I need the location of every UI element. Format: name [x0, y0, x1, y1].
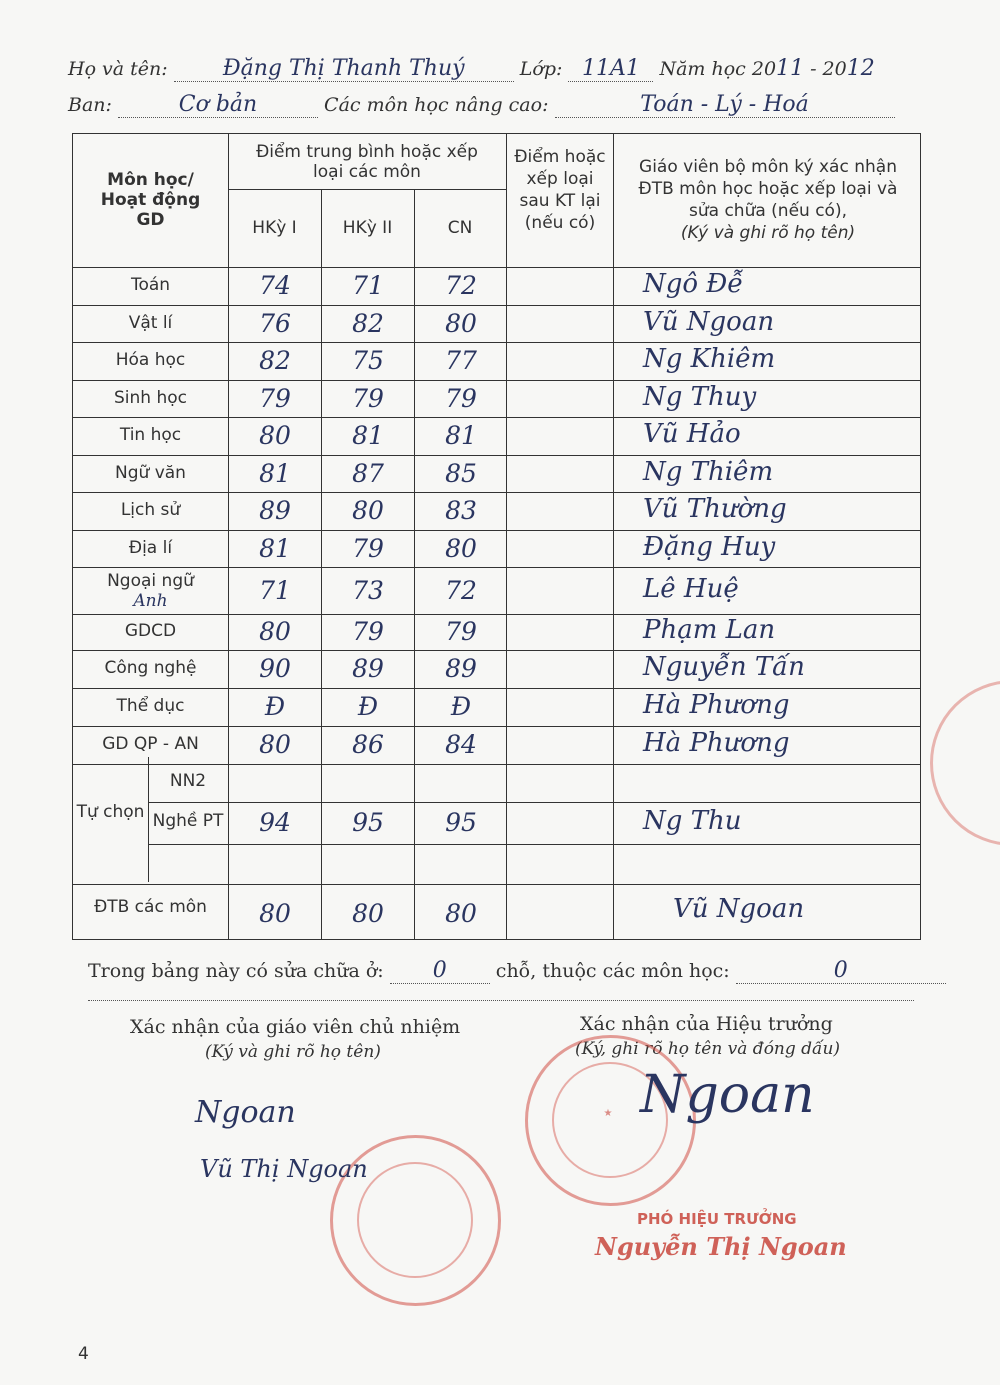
- subject-5: Ngữ văn: [115, 462, 186, 483]
- row-divider: [73, 650, 920, 651]
- year-end: 12: [846, 56, 875, 81]
- row-divider: [73, 688, 920, 689]
- name-label: Họ và tên:: [68, 58, 168, 80]
- avg-score-cn: 80: [445, 899, 477, 928]
- student-name: Đặng Thị Thanh Thuý: [222, 56, 465, 81]
- header-teacher: Giáo viên bộ môn ký xác nhận ĐTB môn học hoặc xếp loại và sửa chữa (nếu có),: [638, 157, 898, 221]
- year-start: 11: [776, 56, 805, 81]
- homeroom-signature: Ngoan: [195, 1095, 296, 1130]
- score-cn-4: 81: [445, 421, 477, 450]
- score-cn-6: 83: [445, 496, 477, 525]
- principal-position: PHÓ HIỆU TRƯỞNG: [637, 1210, 797, 1228]
- avg-score-hk1: 80: [259, 899, 291, 928]
- score-hk1-8: 71: [259, 575, 291, 605]
- row-divider: [148, 844, 920, 845]
- row-divider: [73, 305, 920, 306]
- teacher-sig-4: Vũ Hảo: [643, 419, 741, 449]
- subject-4: Tin học: [119, 425, 182, 445]
- score-hk1-10: 90: [259, 654, 291, 683]
- row-divider: [73, 567, 920, 568]
- principal-name: Nguyễn Thị Ngoan: [595, 1232, 847, 1261]
- avg-score-hk2: 80: [352, 899, 384, 928]
- score-hk2-4: 81: [352, 421, 384, 450]
- teacher-sig-6: Vũ Thường: [643, 494, 787, 524]
- score-hk1-5: 81: [259, 458, 291, 488]
- subject-7: Địa lí: [128, 537, 173, 558]
- score-hk1-9: 80: [259, 617, 291, 646]
- score-cn-7: 80: [445, 533, 477, 563]
- row-divider: [73, 726, 920, 727]
- grade-table: [72, 133, 921, 940]
- homeroom-name: Vũ Thị Ngoan: [200, 1155, 368, 1183]
- teacher-sig-12: Hà Phương: [643, 727, 790, 758]
- header-retest: Điểm hoặc xếp loại sau KT lại (nếu có): [514, 147, 606, 233]
- principal-signature: Ngoan: [640, 1065, 815, 1125]
- score-cn-5: 85: [445, 458, 477, 488]
- teacher-sig-5: Ng Thiêm: [643, 456, 774, 487]
- score-hk2-7: 79: [352, 533, 384, 563]
- score-cn-9: 79: [445, 617, 477, 646]
- score-hk1-11: Đ: [264, 692, 286, 721]
- subject-9: GDCD: [124, 621, 177, 641]
- teacher-sig-1: Vũ Ngoan: [643, 306, 775, 337]
- teacher-sig-10: Nguyễn Tấn: [643, 652, 805, 682]
- score-hk2-6: 80: [352, 496, 384, 525]
- header-hk2: HKỳ II: [342, 218, 393, 238]
- elective-teacher-1: Ng Thu: [643, 806, 742, 836]
- principal-title: Xác nhận của Hiệu trưởng: [580, 1013, 833, 1035]
- elective-score-hk1-1: 94: [259, 808, 291, 837]
- ban-value: Cơ bản: [178, 92, 258, 117]
- edge-stamp: [930, 680, 1000, 846]
- elective-score-cn-1: 95: [445, 808, 477, 837]
- score-hk1-0: 74: [259, 271, 291, 300]
- subject-2: Hóa học: [115, 350, 186, 370]
- homeroom-note: (Ký và ghi rõ họ tên): [205, 1042, 381, 1062]
- score-hk2-12: 86: [352, 729, 384, 759]
- subject-8: Ngoại ngữ: [107, 571, 194, 591]
- teacher-sig-2: Ng Khiêm: [643, 344, 776, 374]
- score-cn-8: 72: [445, 575, 477, 605]
- row-divider: [148, 802, 920, 803]
- school-stamp: ★: [525, 1035, 696, 1206]
- elective-subject-1: Nghề PT: [152, 811, 224, 831]
- score-hk1-3: 79: [259, 383, 291, 413]
- homeroom-title: Xác nhận của giáo viên chủ nhiệm: [130, 1016, 461, 1038]
- subject-12: GD QP - AN: [102, 733, 199, 754]
- row-divider: [73, 614, 920, 615]
- row-divider: [73, 764, 920, 765]
- year-sep: - 20: [810, 58, 847, 80]
- dotted-divider: [88, 1000, 914, 1001]
- row-divider: [73, 342, 920, 343]
- score-hk1-2: 82: [259, 346, 291, 375]
- advanced-value: Toán - Lý - Hoá: [640, 92, 809, 117]
- score-hk2-3: 79: [352, 383, 384, 413]
- score-hk1-7: 81: [259, 533, 291, 563]
- subject-note-8: Anh: [133, 591, 168, 611]
- score-hk2-10: 89: [352, 654, 384, 683]
- score-hk2-0: 71: [352, 271, 384, 300]
- corrections-label: Trong bảng này có sửa chữa ở:: [88, 960, 384, 982]
- teacher-sig-0: Ngô Đễ: [643, 269, 744, 299]
- avg-teacher: Vũ Ngoan: [673, 894, 805, 924]
- score-hk1-4: 80: [259, 421, 291, 450]
- class-label: Lớp:: [519, 58, 563, 80]
- subject-1: Vật lí: [128, 312, 173, 333]
- score-cn-3: 79: [445, 383, 477, 413]
- row-divider: [73, 380, 920, 381]
- score-hk2-1: 82: [352, 308, 384, 338]
- score-hk2-8: 73: [352, 575, 384, 605]
- teacher-sig-9: Phạm Lan: [643, 615, 776, 645]
- score-cn-2: 77: [445, 346, 477, 375]
- score-cn-11: Đ: [450, 692, 472, 721]
- elective-subject-0: NN2: [169, 771, 207, 791]
- score-cn-10: 89: [445, 654, 477, 683]
- ban-line: [68, 92, 895, 118]
- teacher-sig-7: Đặng Huy: [643, 531, 776, 562]
- row-divider: [73, 417, 920, 418]
- score-hk2-9: 79: [352, 617, 384, 646]
- score-cn-1: 80: [445, 308, 477, 338]
- header-teacher-note: (Ký và ghi rõ họ tên): [680, 223, 856, 243]
- header-cn: CN: [447, 218, 473, 238]
- corrections-subjects: 0: [833, 958, 848, 983]
- subject-3: Sinh học: [114, 387, 187, 408]
- score-hk2-11: Đ: [357, 692, 379, 721]
- elective-score-hk2-1: 95: [352, 808, 384, 837]
- ban-label: Ban:: [68, 94, 112, 116]
- score-cn-0: 72: [445, 271, 477, 300]
- score-hk1-1: 76: [259, 308, 291, 338]
- class-value: 11A1: [581, 56, 640, 81]
- corrections-line: [88, 958, 946, 984]
- teacher-sig-11: Hà Phương: [643, 690, 790, 720]
- teacher-sig-8: Lê Huệ: [643, 573, 739, 604]
- corrections-mid: chỗ, thuộc các môn học:: [495, 960, 730, 982]
- subject-0: Toán: [130, 275, 171, 295]
- subject-11: Thể dục: [116, 696, 185, 716]
- header-subject: Môn học/ Hoạt động GD: [100, 170, 201, 230]
- score-cn-12: 84: [445, 729, 477, 759]
- year-label: Năm học 20: [659, 58, 777, 80]
- score-hk1-12: 80: [259, 729, 291, 759]
- header-scores: Điểm trung bình hoặc xếp loại các môn: [256, 142, 478, 182]
- subject-6: Lịch sử: [120, 500, 181, 520]
- row-divider: [73, 492, 920, 493]
- score-hk2-5: 87: [352, 458, 384, 488]
- advanced-label: Các môn học nâng cao:: [324, 94, 549, 116]
- score-hk1-6: 89: [259, 496, 291, 525]
- elective-label: Tự chọn: [76, 802, 145, 822]
- row-divider: [73, 884, 920, 885]
- principal-note: (Ký, ghi rõ họ tên và đóng dấu): [575, 1039, 841, 1059]
- name-line: [68, 56, 875, 82]
- corrections-count: 0: [432, 958, 447, 983]
- avg-subject: ĐTB các môn: [94, 897, 207, 917]
- page-number: 4: [78, 1344, 89, 1364]
- subject-10: Công nghệ: [104, 658, 197, 678]
- row-divider: [73, 530, 920, 531]
- teacher-sig-3: Ng Thuy: [643, 381, 757, 412]
- score-hk2-2: 75: [352, 346, 384, 375]
- header-hk1: HKỳ I: [252, 218, 297, 238]
- row-divider: [73, 455, 920, 456]
